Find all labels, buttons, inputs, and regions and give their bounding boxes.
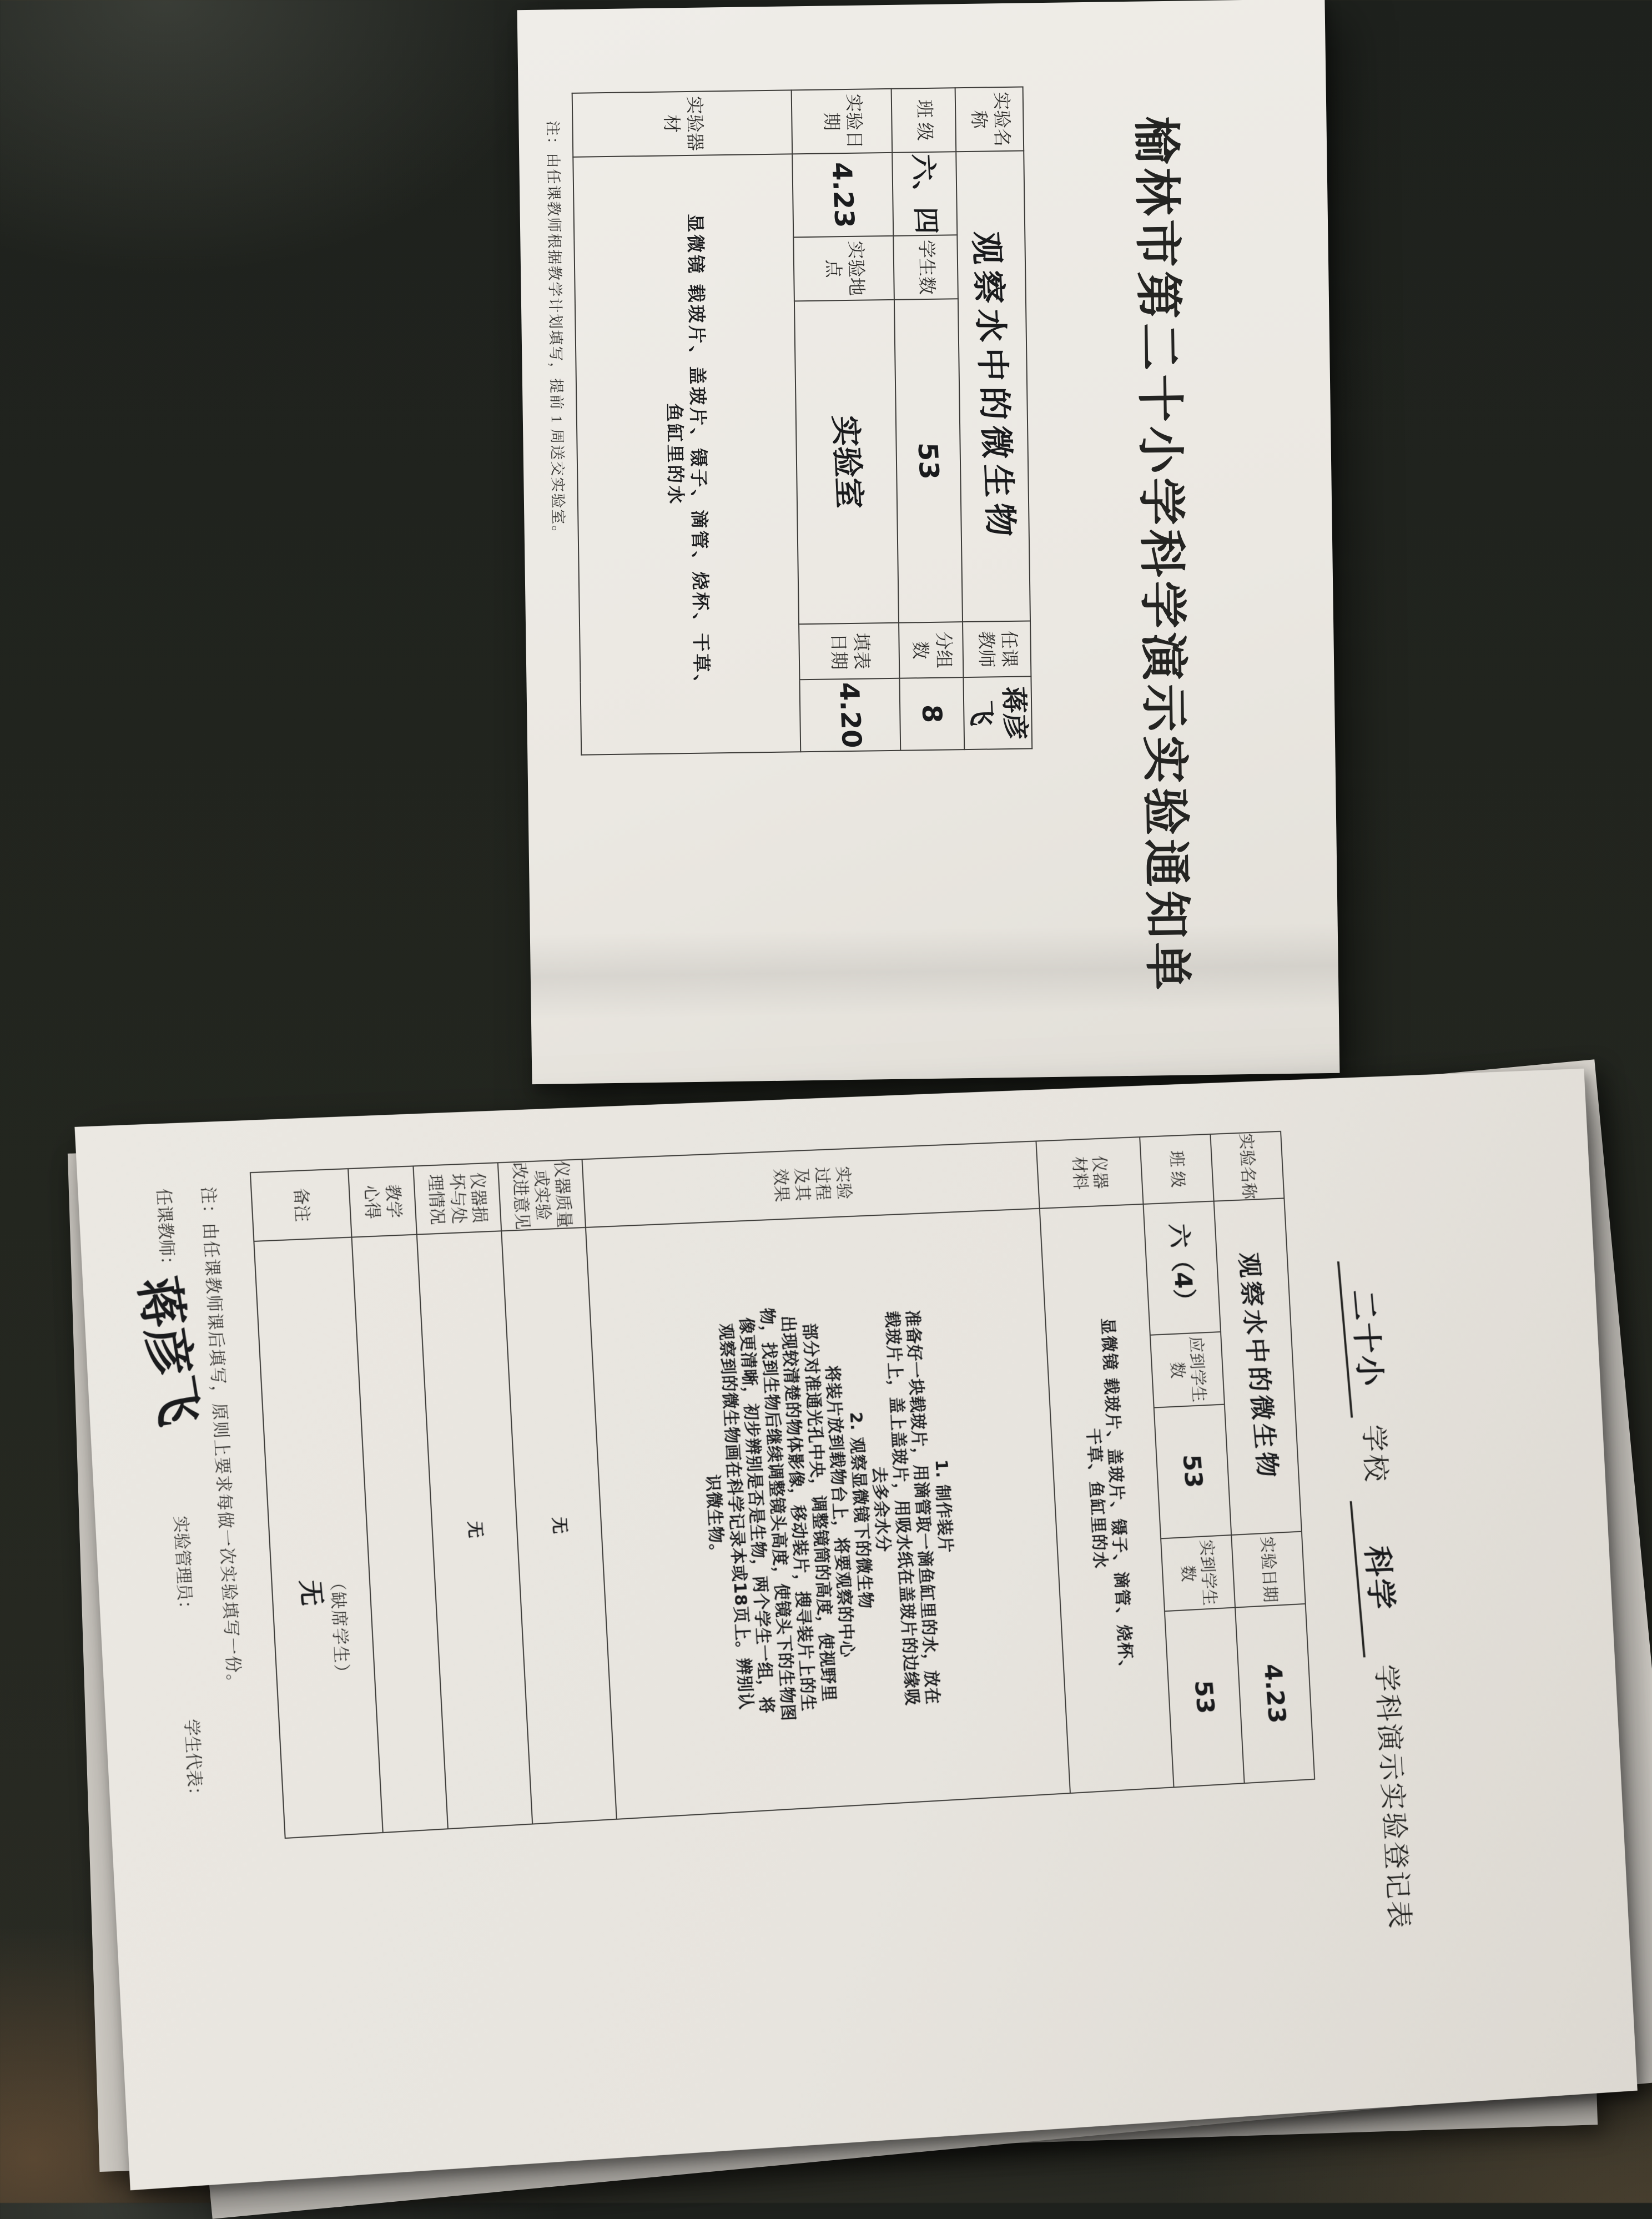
student-count-handwriting: 53 <box>911 442 945 480</box>
experiment-date-handwriting: 4.23 <box>1258 1663 1292 1724</box>
teacher-signature-handwriting: 蒋彦飞 <box>128 1273 210 1430</box>
remark-label: 备注 <box>250 1169 352 1241</box>
location-label: 实验地点 <box>793 236 894 301</box>
experiment-date-label: 实验日期 <box>792 89 893 154</box>
fill-date-value <box>799 678 900 752</box>
remark-handwriting: 无 <box>294 1579 328 1607</box>
register-row-process <box>582 1141 1070 1819</box>
teacher-handwriting: 蒋彦飞 <box>965 686 1031 740</box>
process-header-line3: 及其 <box>792 1167 812 1202</box>
class-label: 班 级 <box>892 88 956 153</box>
school-name-blank: 二十小 <box>1337 1260 1397 1417</box>
experiment-date-value <box>792 153 893 237</box>
actual-students-value <box>1165 1608 1245 1788</box>
reflection-label: 教学 心得 <box>348 1166 417 1237</box>
group-count-handwriting: 8 <box>915 705 948 723</box>
notice-row-date <box>792 89 901 752</box>
class-value <box>1143 1201 1221 1335</box>
quality-label: 仪器质量 或实验 改进意见 <box>498 1159 586 1231</box>
admin-signature-label: 实验管理员： <box>170 1515 195 1618</box>
equipment-label: 仪器 材料 <box>1036 1137 1143 1209</box>
teacher-signature-label: 任课教师： <box>154 1188 178 1274</box>
teacher-value <box>963 676 1032 749</box>
subject-blank: 科学 <box>1350 1500 1410 1658</box>
expected-students-label: 应到学生数 <box>1150 1332 1225 1408</box>
actual-students-label: 实到学生数 <box>1161 1535 1235 1611</box>
location-value <box>794 300 899 624</box>
damage-value: 无 <box>417 1231 532 1829</box>
fill-date-label: 填表日期 <box>799 623 899 680</box>
actual-students-handwriting: 53 <box>1189 1680 1220 1715</box>
notice-table <box>572 87 1033 756</box>
notice-form-paper <box>517 0 1340 1084</box>
school-suffix: 学校 <box>1358 1423 1392 1485</box>
damage-label: 仪器损 坏与处 理情况 <box>413 1163 501 1234</box>
register-form-document <box>74 1069 1637 2191</box>
notice-row-name <box>955 87 1032 750</box>
notice-row-class <box>892 88 965 751</box>
register-title <box>1331 1076 1431 2107</box>
notice-footnote: 注：由任课教师根据教学计划填写，提前 1 周送交实验室。 <box>544 120 567 542</box>
expected-students-value <box>1154 1405 1231 1539</box>
equipment-value: 显微镜 载玻片、盖玻片、镊子、滴管、烧杯、 干草、鱼缸里的水 <box>1040 1204 1174 1793</box>
notice-row-equipment <box>572 90 801 754</box>
title-rest: 学科演示实验登记表 <box>1371 1663 1415 1931</box>
experiment-date-handwriting: 4.23 <box>825 162 860 228</box>
experiment-name-label: 实验名称 <box>955 87 1024 152</box>
process-header-line2: 过程 <box>813 1166 833 1201</box>
student-signature-label: 学生代表： <box>182 1718 205 1804</box>
student-count-value <box>894 299 963 623</box>
equipment-label: 实验器材 <box>572 90 793 157</box>
experiment-name-handwriting: 观察水中的微生物 <box>1233 1252 1283 1481</box>
notice-form-document <box>517 0 1340 1084</box>
class-handwriting: 六、四 <box>907 154 943 234</box>
expected-students-handwriting: 53 <box>1177 1454 1208 1489</box>
quality-value: 无 <box>501 1227 617 1824</box>
class-value <box>892 152 957 236</box>
notice-title: 榆林市第二十小学科学演示实验通知单 <box>1129 115 1195 994</box>
absent-students-preprint: （缺席学生） <box>328 1573 352 1683</box>
register-form-paper <box>74 1069 1637 2191</box>
experiment-name-value <box>956 151 1030 622</box>
register-footnote: 注：由任课教师课后填写，原则上要求每做一次实验填写一份。 <box>198 1186 244 1693</box>
group-count-label: 分组数 <box>899 622 963 678</box>
register-table <box>250 1131 1315 1839</box>
equipment-value: 显微镜 载玻片、盖玻片、镊子、滴管、烧杯、干草、 鱼缸里的水 <box>573 154 800 754</box>
location-handwriting: 实验室 <box>826 415 868 509</box>
class-label: 班 级 <box>1140 1134 1214 1204</box>
experiment-name-label: 实验名称 <box>1210 1131 1284 1201</box>
experiment-date-label: 实验日期 <box>1231 1532 1305 1608</box>
group-count-value <box>899 677 964 751</box>
process-header-line1: 实验 <box>833 1165 854 1200</box>
experiment-date-value <box>1235 1604 1314 1783</box>
process-header-line4: 效果 <box>771 1168 792 1202</box>
fill-date-handwriting: 4.20 <box>833 682 868 748</box>
experiment-name-handwriting: 观察水中的微生物 <box>966 231 1021 542</box>
student-count-label: 学生数 <box>893 235 958 300</box>
process-value: 1. 制作装片 准备好一块载玻片，用滴管取一滴鱼缸里的水，放在 载玻片上，盖上盖玻片，用吸水纸在盖玻片的边缘吸 去多余水分 2. 观察显微镜下的微生物 将装片放到载物台上，将要观察的中心 部分对准通光孔中央，调整镜筒的高度，使视野里 出现较清楚的物体影像，移动装片，搜寻装片上的生 物，找到生物后继续调整镜头高度，使镜头下的生物图 像更清晰，初步辨别是否是生物，两个学生一组，将 观察到的微生物画在科学记录本或18页上。辨别认 识微生物。 <box>586 1209 1070 1819</box>
class-handwriting: 六（4） <box>1164 1223 1200 1314</box>
teacher-label: 任课教师 <box>963 621 1031 677</box>
